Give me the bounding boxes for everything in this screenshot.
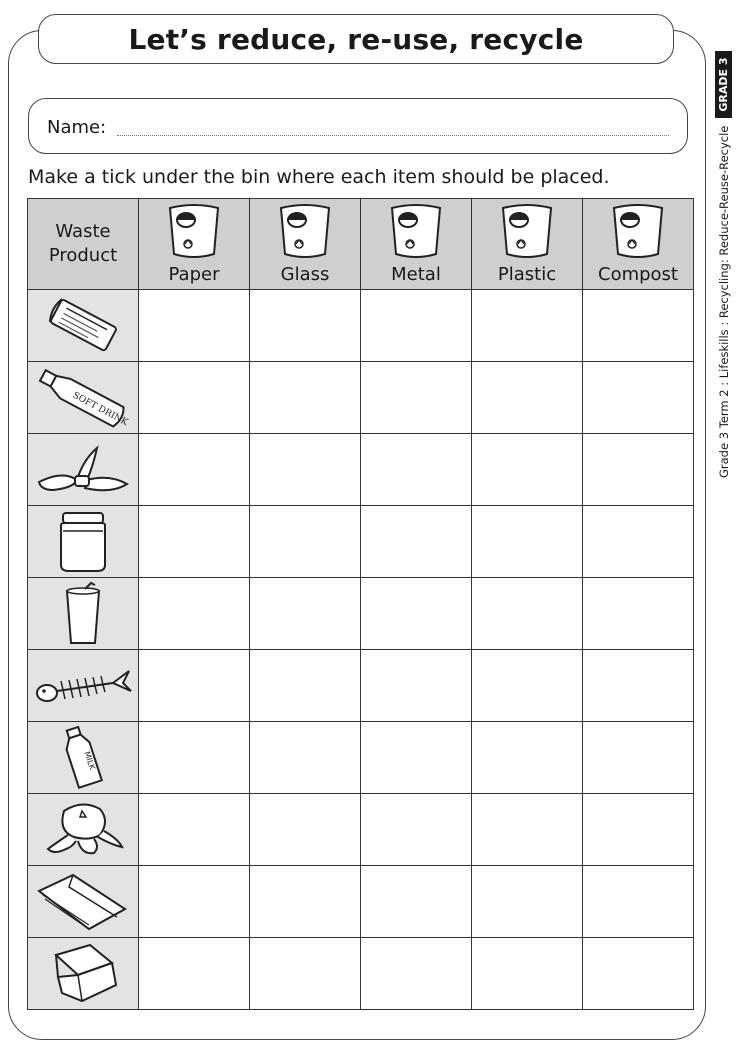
- recycle-bin-icon: [608, 202, 668, 262]
- tick-cell-paper[interactable]: [139, 722, 250, 794]
- tick-cell-metal[interactable]: [361, 794, 472, 866]
- tick-cell-plastic[interactable]: [472, 506, 583, 578]
- glass-jar-icon: [53, 509, 113, 575]
- tick-cell-metal[interactable]: [361, 290, 472, 362]
- tick-cell-glass[interactable]: [250, 434, 361, 506]
- tick-cell-metal[interactable]: [361, 650, 472, 722]
- bin-header-plastic: Plastic: [472, 199, 583, 290]
- orange-peel-icon: [38, 797, 128, 863]
- tick-cell-glass[interactable]: [250, 722, 361, 794]
- recycle-bin-icon: [164, 202, 224, 262]
- tick-cell-glass[interactable]: [250, 578, 361, 650]
- tick-cell-compost[interactable]: [583, 578, 694, 650]
- tick-cell-compost[interactable]: [583, 434, 694, 506]
- recycle-bin-icon: [386, 202, 446, 262]
- table-row: [28, 290, 694, 362]
- tick-cell-plastic[interactable]: [472, 866, 583, 938]
- tick-cell-plastic[interactable]: [472, 722, 583, 794]
- tick-cell-compost[interactable]: [583, 794, 694, 866]
- tick-cell-glass[interactable]: [250, 938, 361, 1010]
- tick-cell-metal[interactable]: [361, 938, 472, 1010]
- item-fish-bones: [28, 650, 139, 722]
- tick-cell-compost[interactable]: [583, 506, 694, 578]
- bin-header-glass: Glass: [250, 199, 361, 290]
- plastic-bottle-icon: [48, 725, 118, 791]
- tick-cell-metal[interactable]: [361, 722, 472, 794]
- banana-peel-icon: [33, 440, 133, 500]
- magazine-icon: [33, 869, 133, 935]
- page-title: Let’s reduce, re-use, recycle: [128, 22, 584, 56]
- tick-cell-paper[interactable]: [139, 434, 250, 506]
- fish-bones-icon: [33, 661, 133, 711]
- tick-cell-compost[interactable]: [583, 722, 694, 794]
- item-milk-bottle: [28, 722, 139, 794]
- item-glass-jar: [28, 506, 139, 578]
- table-row: [28, 578, 694, 650]
- table-row: [28, 794, 694, 866]
- takeaway-box-icon: [38, 941, 128, 1007]
- tick-cell-compost[interactable]: [583, 362, 694, 434]
- bin-header-metal: Metal: [361, 199, 472, 290]
- tick-cell-metal[interactable]: [361, 578, 472, 650]
- tick-cell-plastic[interactable]: [472, 290, 583, 362]
- item-drinking-glass: [28, 578, 139, 650]
- tick-cell-paper[interactable]: [139, 650, 250, 722]
- table-row: [28, 362, 694, 434]
- item-newspaper: [28, 290, 139, 362]
- drinking-glass-icon: [53, 581, 113, 647]
- tick-cell-plastic[interactable]: [472, 362, 583, 434]
- tick-cell-paper[interactable]: [139, 290, 250, 362]
- tick-cell-plastic[interactable]: [472, 434, 583, 506]
- table-row: [28, 506, 694, 578]
- item-orange-peel: [28, 794, 139, 866]
- tick-cell-plastic[interactable]: [472, 938, 583, 1010]
- item-takeaway-box: [28, 938, 139, 1010]
- tick-cell-plastic[interactable]: [472, 578, 583, 650]
- tick-cell-paper[interactable]: [139, 866, 250, 938]
- tick-cell-metal[interactable]: [361, 362, 472, 434]
- tick-cell-compost[interactable]: [583, 290, 694, 362]
- tick-cell-glass[interactable]: [250, 650, 361, 722]
- table-row: [28, 650, 694, 722]
- tick-cell-compost[interactable]: [583, 938, 694, 1010]
- grade-badge: GRADE 3: [715, 51, 732, 117]
- table-row: [28, 866, 694, 938]
- recycle-bin-icon: [497, 202, 557, 262]
- tick-cell-glass[interactable]: [250, 290, 361, 362]
- bin-header-paper: Paper: [139, 199, 250, 290]
- table-row: [28, 722, 694, 794]
- name-box: [28, 98, 688, 154]
- tick-cell-paper[interactable]: [139, 362, 250, 434]
- tick-cell-glass[interactable]: [250, 506, 361, 578]
- name-label: Name:: [47, 117, 107, 138]
- tick-cell-compost[interactable]: [583, 866, 694, 938]
- newspaper-icon: [38, 294, 128, 358]
- sorting-table: [27, 198, 694, 1010]
- item-soft-drink-bottle: [28, 362, 139, 434]
- tick-cell-paper[interactable]: [139, 794, 250, 866]
- tick-cell-plastic[interactable]: [472, 650, 583, 722]
- bin-header-compost: Compost: [583, 199, 694, 290]
- tick-cell-glass[interactable]: [250, 794, 361, 866]
- side-caption: [715, 58, 732, 478]
- tick-cell-paper[interactable]: [139, 938, 250, 1010]
- svg-text:SOFT DRINK: SOFT DRINK: [70, 390, 130, 428]
- item-banana-peel: [28, 434, 139, 506]
- table-row: [28, 938, 694, 1010]
- svg-text:MILK: MILK: [82, 749, 97, 771]
- header-row: [28, 199, 694, 290]
- tick-cell-compost[interactable]: [583, 650, 694, 722]
- tick-cell-glass[interactable]: [250, 866, 361, 938]
- side-caption-text: Grade 3 Term 2 : Lifeskills : Recycling: Reduce-Reuse-Recycle: [716, 125, 731, 478]
- waste-product-header: Waste Product: [28, 199, 139, 290]
- recycle-bin-icon: [275, 202, 335, 262]
- item-magazine: [28, 866, 139, 938]
- soft-drink-bottle-icon: [33, 363, 133, 433]
- tick-cell-paper[interactable]: [139, 578, 250, 650]
- tick-cell-metal[interactable]: [361, 434, 472, 506]
- tick-cell-plastic[interactable]: [472, 794, 583, 866]
- title-box: [38, 14, 674, 64]
- tick-cell-metal[interactable]: [361, 506, 472, 578]
- instructions: Make a tick under the bin where each item should be placed.: [28, 166, 610, 188]
- table-row: [28, 434, 694, 506]
- name-field[interactable]: [117, 135, 669, 136]
- tick-cell-glass[interactable]: [250, 362, 361, 434]
- tick-cell-paper[interactable]: [139, 506, 250, 578]
- tick-cell-metal[interactable]: [361, 866, 472, 938]
